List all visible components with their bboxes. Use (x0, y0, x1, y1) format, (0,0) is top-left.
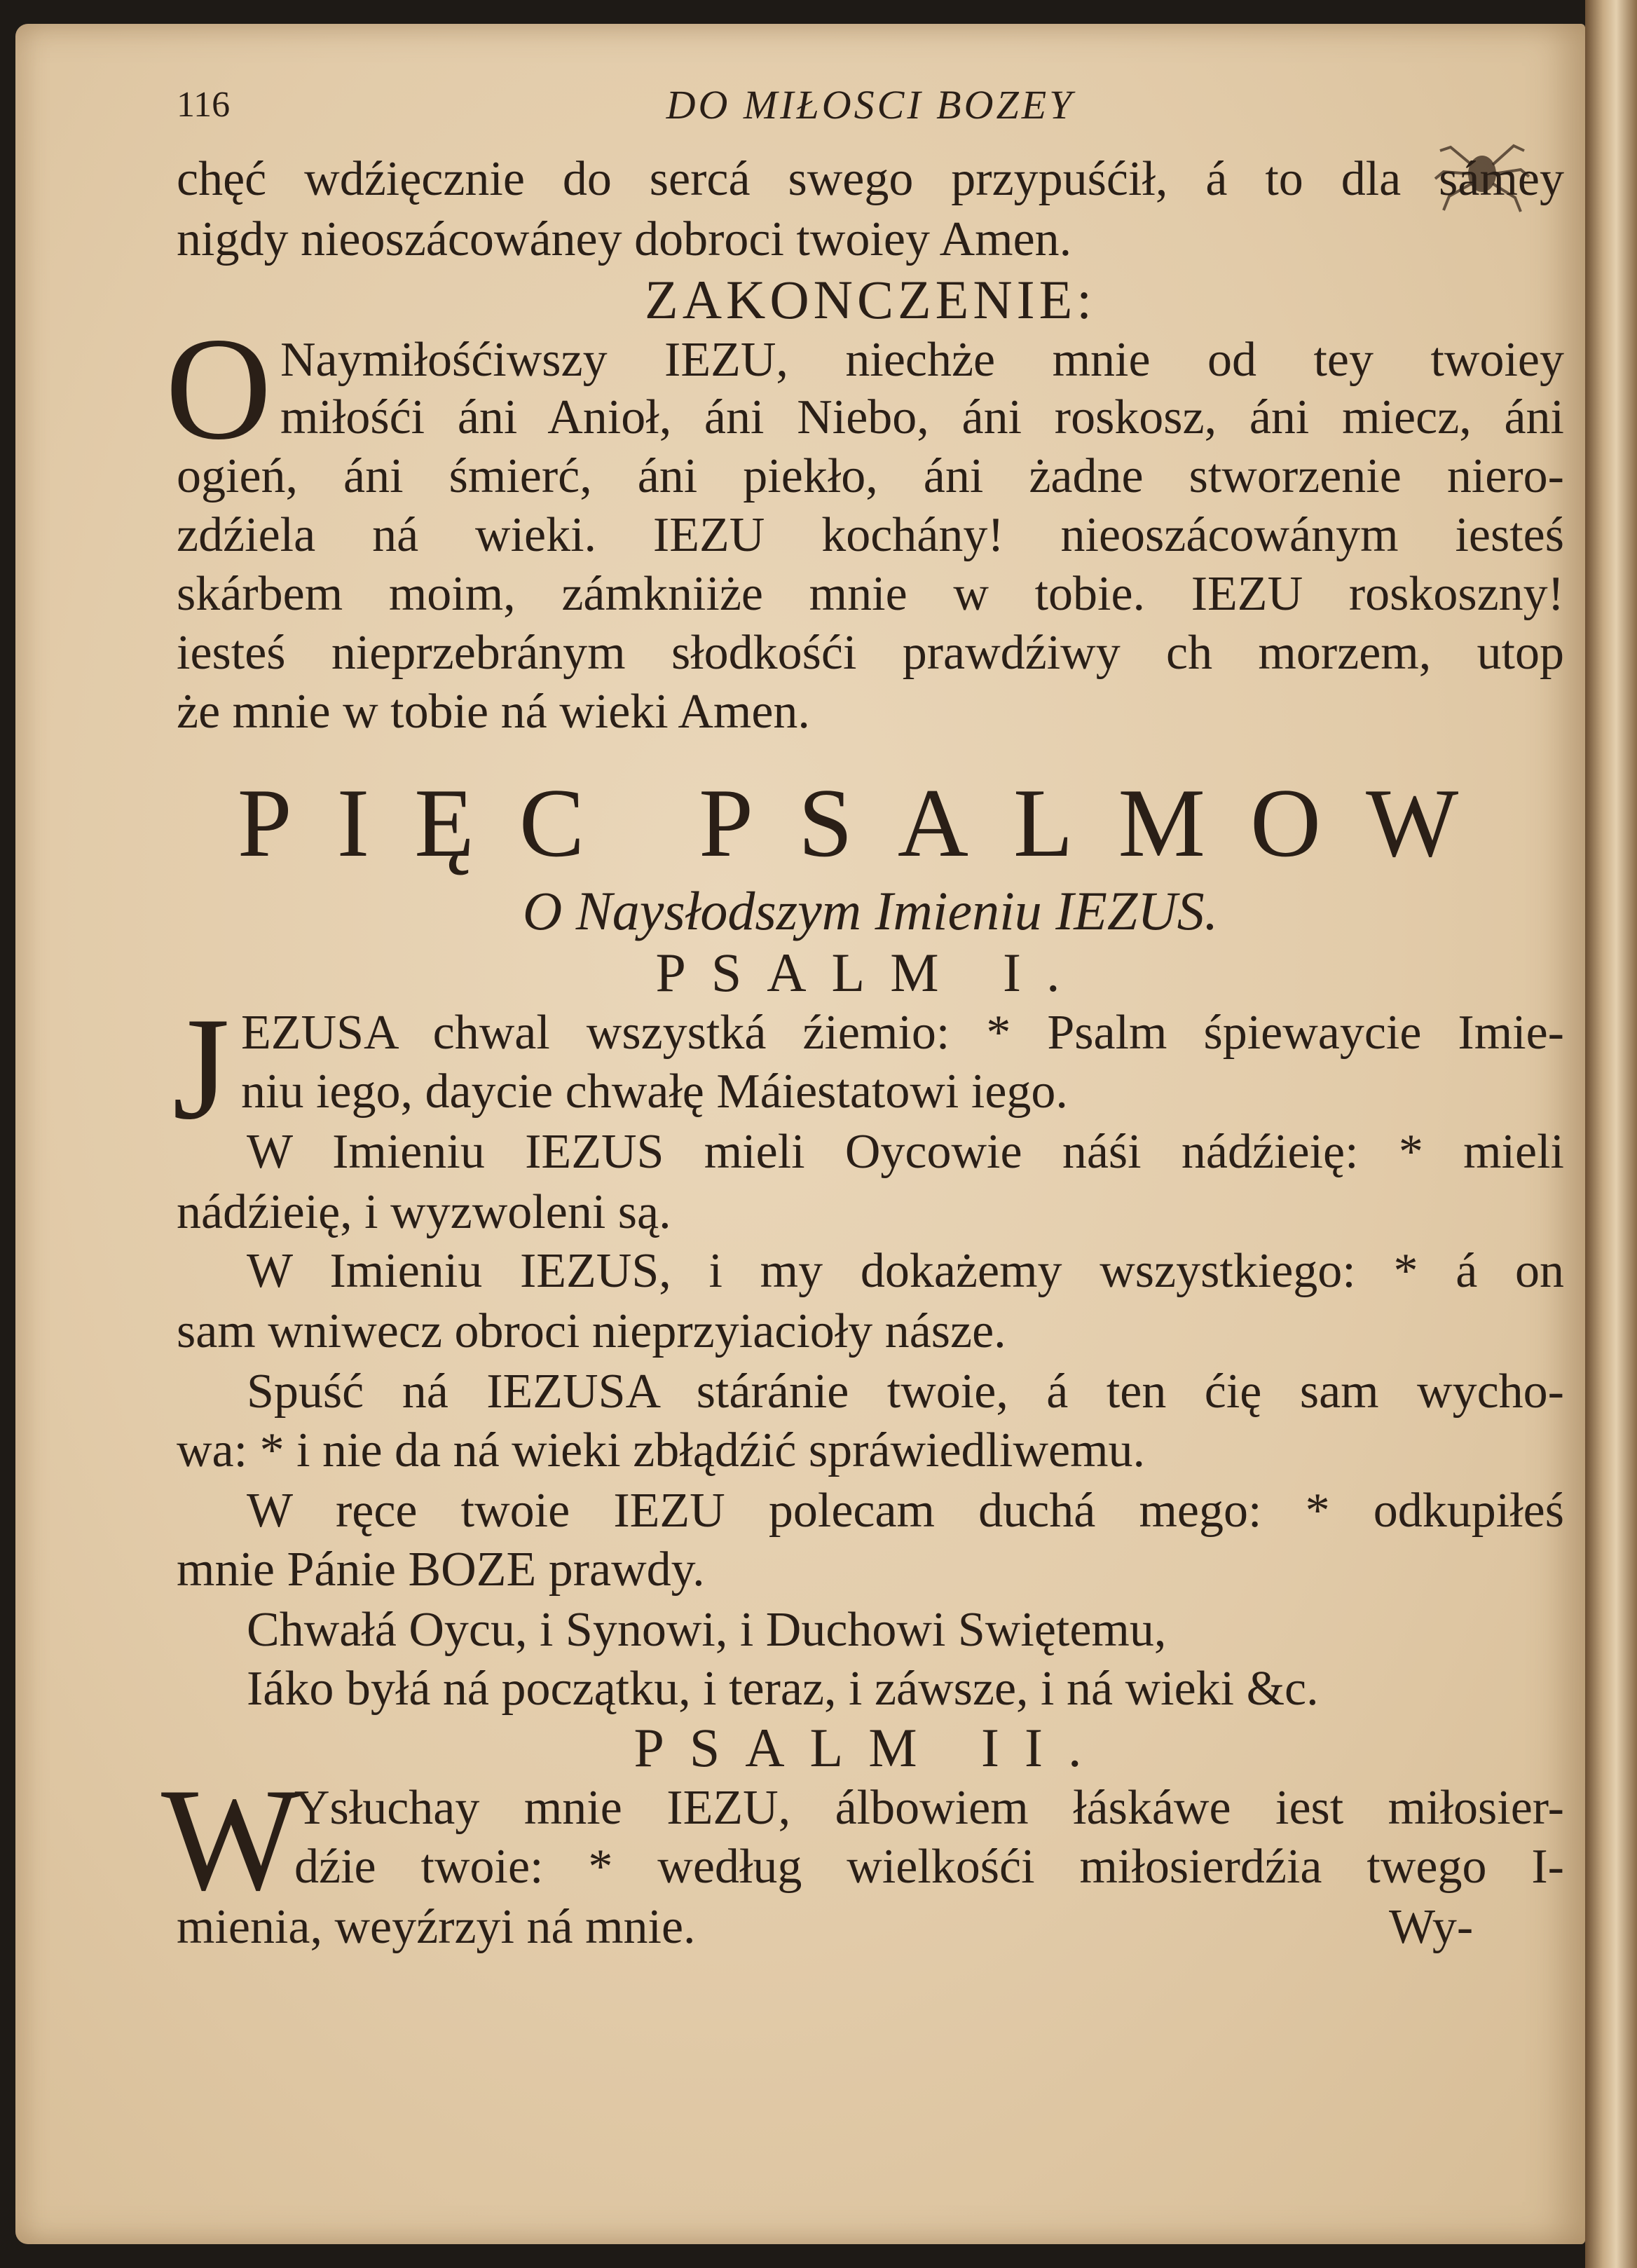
text-line: W Imieniu IEZUS mieli Oycowie náśi nádźieię: * mieli (247, 1125, 1564, 1179)
drop-cap: W (161, 1758, 301, 1921)
text-line: W Imieniu IEZUS, i my dokażemy wszystkiego: * á on (247, 1244, 1564, 1298)
text-line: niu iego, daycie chwałę Máiestatowi iego. (241, 1065, 1068, 1119)
text-line: Chwałá Oycu, i Synowi, i Duchowi Swiętemu, (247, 1603, 1167, 1657)
text-line: Naymiłośćiwszy IEZU, niechże mnie od tey twoiey (280, 333, 1564, 387)
psalm-title: PSALM I. (655, 942, 1085, 1003)
text-line: nádźieię, i wyzwoleni są. (177, 1185, 671, 1239)
text-line: iesteś nieprzebránym słodkośći prawdźiwy ch morzem, utop (177, 626, 1564, 680)
book-gutter (1585, 0, 1637, 2268)
text-line: Iáko byłá ná początku, i teraz, i záwsze, i ná wieki &c. (247, 1662, 1319, 1716)
text-line: miłośći áni Anioł, áni Niebo, áni roskosz, áni miecz, áni (280, 390, 1564, 444)
text-line: że mnie w tobie ná wieki Amen. (177, 685, 810, 739)
text-line: mienia, weyźrzyi ná mnie. (177, 1900, 696, 1954)
text-line: skárbem moim, zámkniiże mnie w tobie. IEZU roskoszny! (177, 567, 1564, 621)
text-line: mnie Pánie BOZE prawdy. (177, 1543, 705, 1597)
text-line: nigdy nieoszácowáney dobroci twoiey Amen. (177, 212, 1072, 266)
main-title: PIĘC PSALMOW (237, 769, 1504, 877)
main-subtitle: O Naysłodszym Imieniu IEZUS. (522, 880, 1219, 941)
text-line: EZUSA chwal wszystká źiemio: * Psalm śpiewaycie Imie- (241, 1006, 1564, 1060)
text-line: sam wniwecz obroci nieprzyiacioły násze. (177, 1304, 1006, 1358)
text-line: dźie twoie: * według wielkośći miłosierdźia twego I- (294, 1840, 1564, 1894)
running-title: DO MIŁOSCI BOZEY (666, 82, 1075, 128)
section-title: ZAKONCZENIE: (645, 269, 1096, 330)
drop-cap: O (165, 308, 272, 470)
text-line: chęć wdźięcznie do sercá swego przypuśćił, á to dla sámey (177, 152, 1564, 206)
text-line: W ręce twoie IEZU polecam duchá mego: * odkupiłeś (247, 1484, 1564, 1538)
text-line: Ysłuchay mnie IEZU, álbowiem łáskáwe iest miłosier- (294, 1781, 1564, 1835)
text-line: zdźiela ná wieki. IEZU kochány! nieoszácowánym iesteś (177, 508, 1564, 562)
psalm-title: PSALM II. (633, 1717, 1107, 1778)
text-line: wa: * i nie da ná wieki zbłądźić spráwiedliwemu. (177, 1423, 1146, 1477)
drop-cap: J (172, 988, 230, 1150)
text-line: Spuść ná IEZUSA stáránie twoie, á ten ćię sam wycho- (247, 1365, 1564, 1419)
text-line: ogień, áni śmierć, áni piekło, áni żadne stworzenie niero- (177, 449, 1564, 503)
page-number: 116 (177, 85, 231, 125)
catchword: Wy- (1389, 1900, 1474, 1954)
